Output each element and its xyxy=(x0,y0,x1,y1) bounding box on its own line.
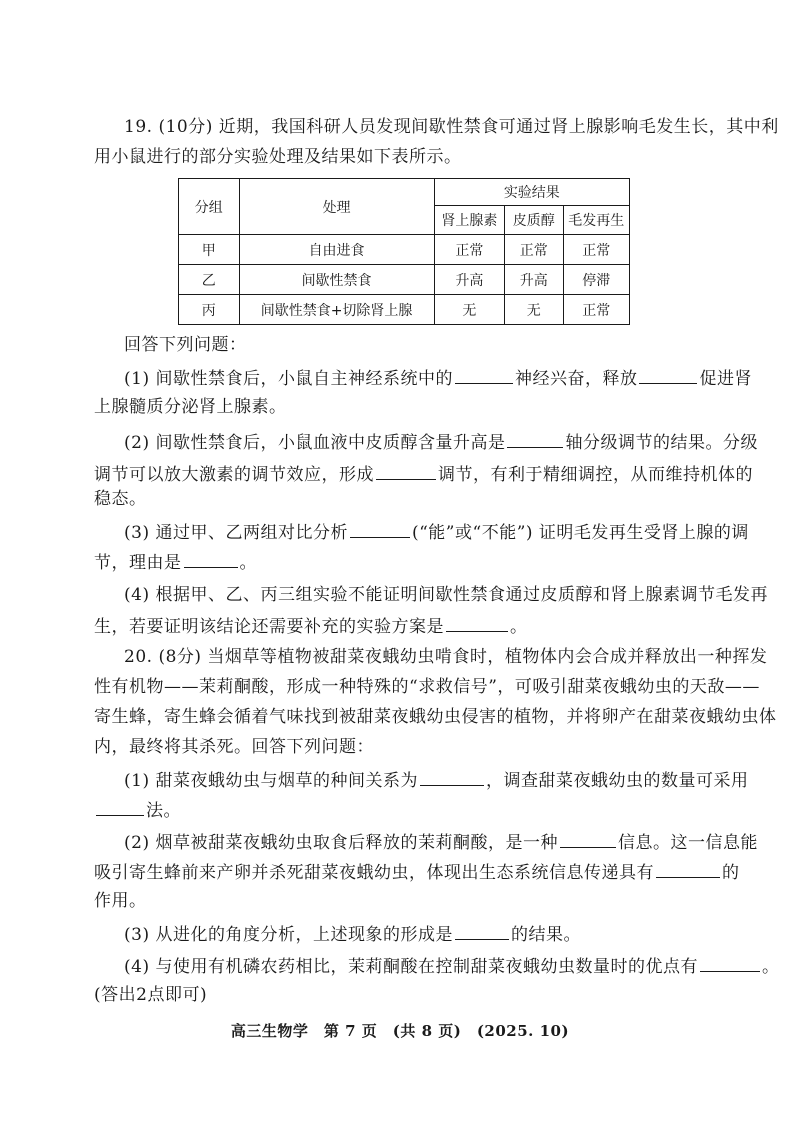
q20-part3: (3) 从进化的角度分析，上述现象的形成是 的结果。 xyxy=(0,922,800,946)
table-row xyxy=(179,235,630,265)
cell-cortisol: 正常 xyxy=(505,235,564,265)
cell-group: 甲 xyxy=(179,235,240,265)
cell-adrenaline: 正常 xyxy=(434,235,504,265)
answer-blank[interactable] xyxy=(639,366,697,384)
header-treatment: 处理 xyxy=(239,179,434,235)
cell-adrenaline: 无 xyxy=(434,295,504,325)
q20-part1-line1: (1) 甜菜夜蛾幼虫与烟草的种间关系为 ，调查甜菜夜蛾幼虫的数量可采用 xyxy=(0,768,800,792)
cell-cortisol: 无 xyxy=(505,295,564,325)
q19-part3-line2: 节，理由是 。 xyxy=(0,550,800,574)
answer-blank[interactable] xyxy=(560,830,616,848)
q20-part2-line3: 作用。 xyxy=(94,891,147,911)
header-cortisol: 皮质醇 xyxy=(505,206,564,235)
answer-prompt: 回答下列问题： xyxy=(124,335,247,355)
q19-part1-line1: (1) 间歇性禁食后，小鼠自主神经系统中的 神经兴奋，释放 促进肾 xyxy=(0,366,800,390)
cell-treatment: 自由进食 xyxy=(239,235,434,265)
cell-group: 丙 xyxy=(179,295,240,325)
answer-blank[interactable] xyxy=(96,798,144,816)
q20-line-4: 内，最终将其杀死。回答下列问题： xyxy=(94,737,374,757)
q20-part4-line1: (4) 与使用有机磷农药相比，茉莉酮酸在控制甜菜夜蛾幼虫数量时的优点有 。 xyxy=(0,954,800,978)
answer-blank[interactable] xyxy=(656,860,720,878)
q19-line-2: 用小鼠进行的部分实验处理及结果如下表所示。 xyxy=(94,147,462,167)
q19-part2-line2: 调节可以放大激素的调节效应，形成 调节，有利于精细调控，从而维持机体的 xyxy=(0,462,800,486)
q19-part3-line1: (3) 通过甲、乙两组对比分析 (“能”或“不能”) 证明毛发再生受肾上腺的调 xyxy=(0,520,800,544)
answer-blank[interactable] xyxy=(700,954,760,972)
q20-part1-line2: 法。 xyxy=(0,798,800,822)
q19-line-1: 19. (10分) 近期，我国科研人员发现间歇性禁食可通过肾上腺影响毛发生长，其中利 xyxy=(124,117,779,137)
q20-line-3: 寄生蜂，寄生蜂会循着气味找到被甜菜夜蛾幼虫侵害的植物，并将卵产在甜菜夜蛾幼虫体 xyxy=(94,707,777,727)
answer-blank[interactable] xyxy=(455,366,513,384)
header-hair-regrowth: 毛发再生 xyxy=(563,206,629,235)
cell-hair: 正常 xyxy=(563,235,629,265)
table-row xyxy=(179,295,630,325)
answer-blank[interactable] xyxy=(455,922,509,940)
page-footer: 高三生物学 第 7 页 (共 8 页) (2025. 10) xyxy=(230,1022,570,1040)
cell-treatment: 间歇性禁食 xyxy=(239,265,434,295)
q20-line-2: 性有机物——茉莉酮酸，形成一种特殊的“求救信号”，可吸引甜菜夜蛾幼虫的天敌—— xyxy=(94,677,760,697)
cell-treatment: 间歇性禁食+切除肾上腺 xyxy=(239,295,434,325)
q19-part4-line1: (4) 根据甲、乙、丙三组实验不能证明间歇性禁食通过皮质醇和肾上腺素调节毛发再 xyxy=(124,585,768,605)
cell-hair: 停滞 xyxy=(563,265,629,295)
header-adrenaline: 肾上腺素 xyxy=(434,206,504,235)
header-results: 实验结果 xyxy=(434,179,629,206)
answer-blank[interactable] xyxy=(507,430,563,448)
q20-part2-line2: 吸引寄生蜂前来产卵并杀死甜菜夜蛾幼虫，体现出生态系统信息传递具有 的 xyxy=(0,860,800,884)
table-row xyxy=(179,265,630,295)
q20-line-1: 20. (8分) 当烟草等植物被甜菜夜蛾幼虫啃食时，植物体内会合成并释放出一种挥发 xyxy=(124,647,768,667)
experiment-table xyxy=(178,178,630,325)
q19-part2-line1: (2) 间歇性禁食后，小鼠血液中皮质醇含量升高是 轴分级调节的结果。分级 xyxy=(0,430,800,454)
answer-blank[interactable] xyxy=(420,768,484,786)
q19-part4-line2: 生，若要证明该结论还需要补充的实验方案是 。 xyxy=(0,614,800,638)
cell-cortisol: 升高 xyxy=(505,265,564,295)
answer-blank[interactable] xyxy=(350,520,410,538)
cell-adrenaline: 升高 xyxy=(434,265,504,295)
header-group: 分组 xyxy=(179,179,240,235)
q19-part1-line2: 上腺髓质分泌肾上腺素。 xyxy=(94,397,287,417)
answer-blank[interactable] xyxy=(376,462,436,480)
answer-blank[interactable] xyxy=(184,550,238,568)
q20-part4-line2: (答出2点即可) xyxy=(94,985,208,1005)
answer-blank[interactable] xyxy=(446,614,508,632)
q19-part2-line3: 稳态。 xyxy=(94,489,147,509)
cell-hair: 正常 xyxy=(563,295,629,325)
cell-group: 乙 xyxy=(179,265,240,295)
q20-part2-line1: (2) 烟草被甜菜夜蛾幼虫取食后释放的茉莉酮酸，是一种 信息。这一信息能 xyxy=(0,830,800,854)
